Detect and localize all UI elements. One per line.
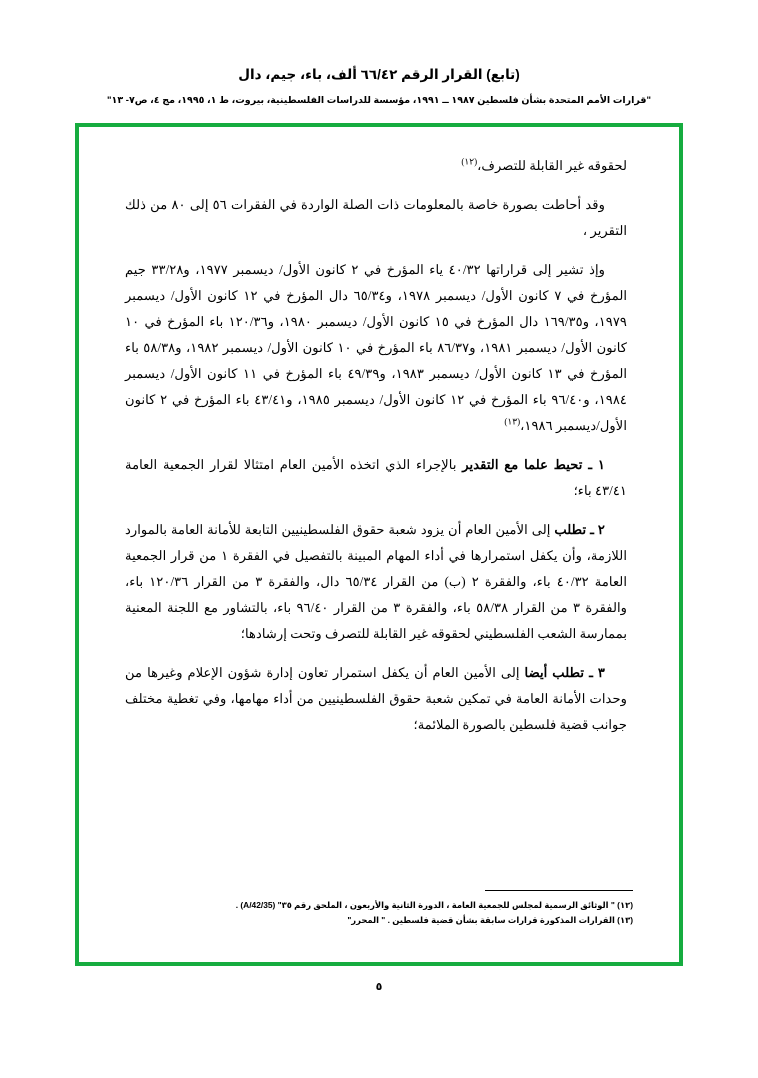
- page-subtitle: "قرارات الأمم المتحدة بشأن فلسطين ١٩٨٧ ــ ١٩٩١، مؤسسة للدراسات الفلسطينية، بيروت، ط ١، ١٩٩٥، مج ٤، ص٧- ١٣": [107, 94, 651, 106]
- document-body: [125, 153, 627, 738]
- operative-item-2: [125, 517, 627, 647]
- footnote-area: [125, 890, 633, 928]
- content-area: [79, 127, 679, 962]
- operative-item-3-label: ٣ ـ تطلب أيضا: [524, 665, 605, 681]
- paragraph-continuation: [125, 153, 627, 179]
- paragraph-recalling-text: وإذ تشير إلى قراراتها ٤٠/٣٢ ياء المؤرخ في ٢ كانون الأول/ ديسمبر ١٩٧٧، و٣٣/٢٨ جيم المؤرخ في ٧ كانون الأول/ ديسمبر ١٩٧٨، و٦٥/٣٤ دال المؤرخ في ١٢ كانون الأول/ ديسمبر ١٩٧٩، و١٦٩/٣٥ دال المؤرخ في ١٥ كانون الأول/ ديسمبر ١٩٨٠، و١٢٠/٣٦ باء المؤرخ في ١٠ كانون الأول/ ديسمبر ١٩٨١، و٨٦/٣٧ باء المؤرخ في ١٠ كانون الأول/ ديسمبر ١٩٨٢، و٥٨/٣٨ باء المؤرخ في ١٣ كانون الأول/ ديسمبر ١٩٨٣، و٤٩/٣٩ باء المؤرخ في ١١ كانون الأول/ ديسمبر ١٩٨٤، و٩٦/٤٠ باء المؤرخ في ١٢ كانون الأول/ ديسمبر ١٩٨٥، و٤٣/٤١ باء المؤرخ في ٢ كانون الأول/ديسمبر ١٩٨٦،: [125, 262, 628, 434]
- operative-item-2-label: ٢ ـ تطلب: [554, 522, 605, 538]
- green-content-frame: [75, 123, 683, 966]
- operative-item-1-text: بالإجراء الذي اتخذه الأمين العام امتثالا لقرار الجمعية العامة ٤٣/٤١ باء؛: [125, 457, 627, 499]
- operative-item-2-text: إلى الأمين العام أن يزود شعبة حقوق الفلسطينيين التابعة للأمانة العامة بالموارد اللازمة، وأن يكفل استمرارها في أداء المهام المبينة بالتفصيل في الفقرة ١ من قرار الجمعية العامة ٤٠/٣٢ باء، والفقرة ٢ (ب) من القرار ٦٥/٣٤ دال، والفقرة ٣ من القرار ١٢٠/٣٦ باء، والفقرة ٣ من القرار ٥٨/٣٨ باء، والفقرة ٣ من القرار ٩٦/٤٠ باء، بالتشاور مع اللجنة المعنية بممارسة الشعب الفلسطيني لحقوقه غير القابلة للتصرف وتحت إرشادها؛: [125, 522, 628, 642]
- operative-item-3: [125, 660, 627, 738]
- paragraph-noting: وقد أحاطت بصورة خاصة بالمعلومات ذات الصلة الواردة في الفقرات ٥٦ إلى ٨٠ من ذلك التقرير ،: [125, 197, 627, 239]
- paragraph-recalling: [125, 257, 627, 439]
- operative-item-3-text: إلى الأمين العام أن يكفل استمرار تعاون إدارة شؤون الإعلام وغيرها من وحدات الأمانة العامة في تمكين شعبة حقوق الفلسطينيين من أداء مهامها، وفي تغطية مختلف جوانب قضية فلسطين بالصورة الملائمة؛: [125, 665, 627, 733]
- operative-item-1-label: ١ ـ تحيط علما مع التقدير: [462, 457, 605, 473]
- footnote-12: (١٢) " الوثائق الرسمية لمجلس للجمعية العامة ، الدورة الثانية والأربعون ، الملحق رقم ٣٥" (A/42/35) .: [235, 900, 633, 911]
- paragraph-continuation-text: لحقوقه غير القابلة للتصرف،: [477, 158, 627, 174]
- document-header: [59, 66, 699, 107]
- page-title: (تابع) القرار الرقم ٦٦/٤٢ ألف، باء، جيم، دال: [238, 67, 520, 82]
- page-number: ٥: [375, 981, 383, 994]
- footnote-ref-12: (١٢): [461, 156, 478, 167]
- footnote-ref-13: (١٣): [504, 416, 521, 427]
- operative-item-1: [125, 452, 627, 504]
- footnote-13: (١٣) القرارات المذكورة قرارات سابقة بشأن قضية فلسطين . " المحرر": [347, 915, 633, 926]
- footnote-divider: [485, 890, 633, 891]
